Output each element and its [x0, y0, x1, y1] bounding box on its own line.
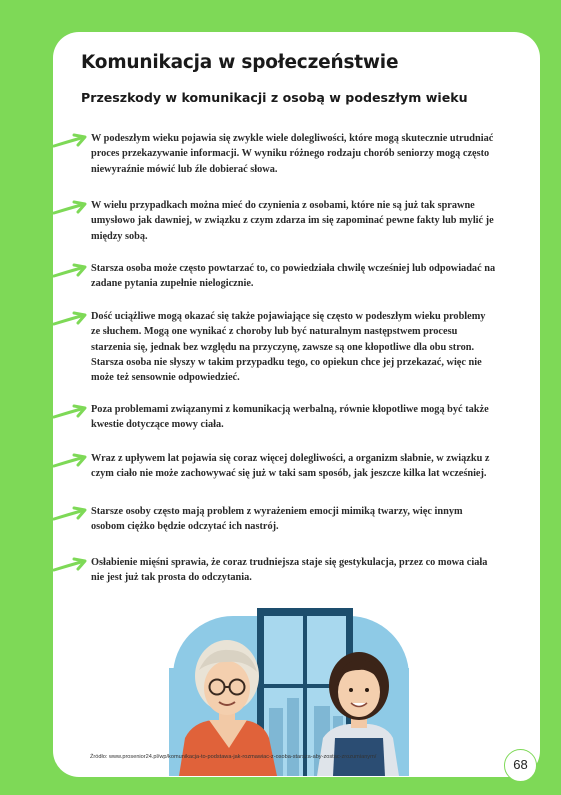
page-title: Komunikacja w społeczeństwie	[81, 52, 399, 73]
content-card	[53, 32, 540, 777]
list-item-line: Starsza osoba nie słyszy w takim przypadku tego, co opiekun chce jej przekazać, więc nie	[91, 356, 482, 368]
list-item-line: nie jest już tak prosta do odczytania.	[91, 572, 252, 584]
green-arrow-icon	[53, 200, 89, 216]
list-item-line: Poza problemami związanymi z komunikacją werbalną, równie kłopotliwe mogą być także	[91, 404, 489, 415]
list-item-line: W wielu przypadkach można mieć do czynienia z osobami, które nie są już tak sprawne	[91, 200, 475, 211]
list-item-line: umysłowo jak dawniej, w związku z czym zdarza im się zapominać pewne fakty lub mylić je	[91, 215, 494, 227]
list-item	[91, 451, 501, 482]
list-item-line: Starsza osoba może często powtarzać to, co powiedziała chwilę wcześniej lub odpowiadać na	[91, 263, 496, 274]
green-arrow-icon	[53, 557, 89, 573]
list-item-line: ze słuchem. Mogą one wynikać z choroby lub być naturalnym następstwem procesu	[91, 326, 458, 338]
list-item	[91, 198, 501, 244]
list-item-line: Starsze osoby często mają problem z wyrażeniem emocji mimiką twarzy, więc innym	[91, 506, 463, 517]
green-arrow-icon	[53, 453, 89, 469]
list-item	[91, 309, 501, 385]
page-subtitle: Przeszkody w komunikacji z osobą w podeszłym wieku	[81, 90, 468, 105]
green-arrow-icon	[53, 311, 89, 327]
list-item-line: Wraz z upływem lat pojawia się coraz więcej dolegliwości, a organizm słabnie, w związku z	[91, 453, 490, 464]
list-item	[91, 261, 501, 292]
list-item-line: starzenia się, jednak bez względu na przyczynę, zawsze są one kłopotliwe dla obu stron.	[91, 341, 475, 353]
list-item-line: między sobą.	[91, 230, 148, 242]
list-item-line: osobom ciężko będzie odczytać ich nastrój.	[91, 521, 279, 533]
list-item-line: może też sensownie odpowiedzieć.	[91, 372, 240, 384]
list-item	[91, 504, 501, 535]
list-item-line: Osłabienie mięśni sprawia, że coraz trudniejsza staje się gestykulacja, przez co mowa ciała	[91, 557, 488, 568]
list-item-line: zadane pytania zupełnie nielogicznie.	[91, 278, 254, 290]
green-arrow-icon	[53, 404, 89, 420]
list-item-line: kwestie dotyczące mowy ciała.	[91, 419, 224, 431]
list-item-line: czym ciało nie może zachowywać się już w taki sam sposób, jak jeszcze kilka lat wcześniej.	[91, 468, 487, 480]
green-arrow-icon	[53, 263, 89, 279]
source-citation: Źródło: www.prosenior24.pl/wp/komunikacja-to-podstawa-jak-rozmawiac-z-osoba-starsza-aby-zostac-zrozumianym/	[90, 754, 377, 760]
list-item	[91, 555, 501, 586]
list-item	[91, 131, 501, 177]
seniors-illustration	[169, 588, 409, 776]
green-arrow-icon	[53, 133, 89, 149]
list-item-line: W podeszłym wieku pojawia się zwykle wiele dolegliwości, które mogą skutecznie utrudniać	[91, 133, 494, 144]
list-item-line: proces przekazywanie informacji. W wyniku różnego rodzaju chorób seniorzy mogą często	[91, 148, 490, 160]
list-item-line: Dość uciążliwe mogą okazać się także pojawiające się często w podeszłym wieku problemy	[91, 311, 486, 322]
green-arrow-icon	[53, 506, 89, 522]
list-item	[91, 402, 501, 433]
list-item-line: niewyraźnie mówić lub źle dobierać słowa.	[91, 163, 278, 175]
page-number: 68	[504, 749, 537, 782]
